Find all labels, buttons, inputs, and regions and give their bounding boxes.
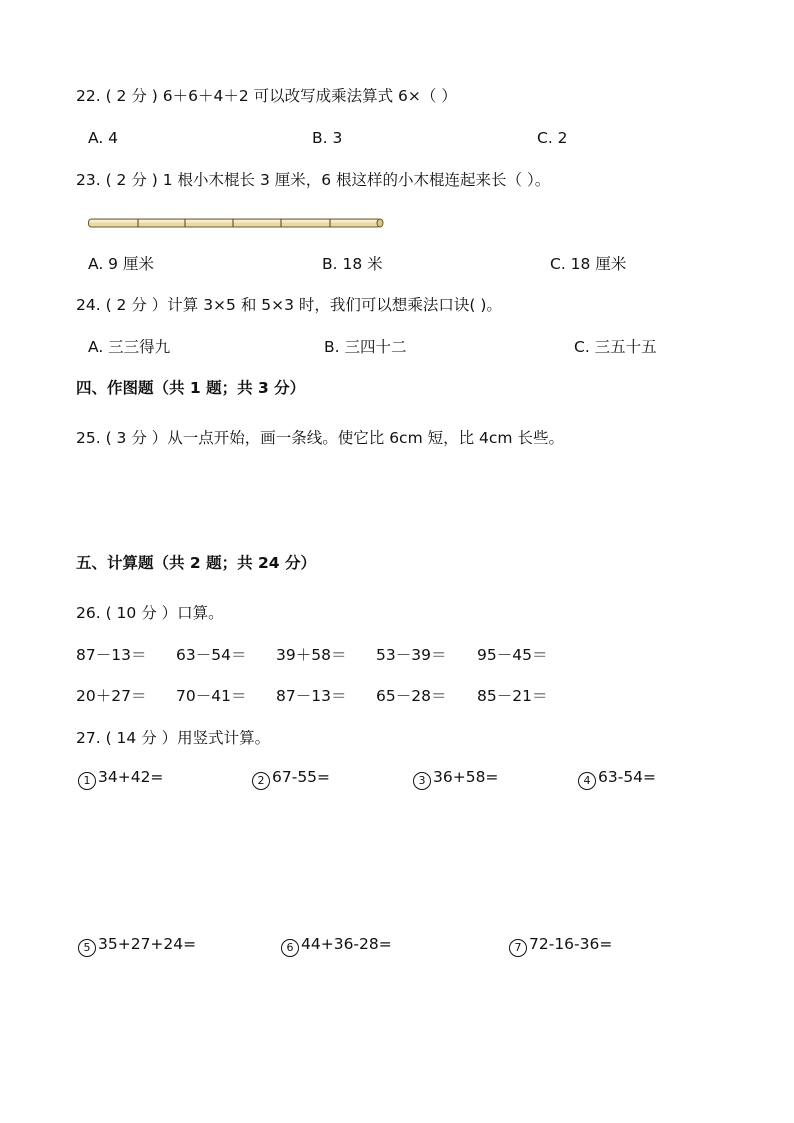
- q26-row2-item: 65－28＝: [376, 687, 447, 705]
- circled-number: 5: [78, 939, 96, 957]
- q24-stem: 24. ( 2 分 ）计算 3×5 和 5×3 时，我们可以想乘法口诀( )。: [76, 296, 502, 314]
- circled-number: 6: [281, 939, 299, 957]
- q23-option-c[interactable]: C. 18 厘米: [550, 255, 627, 273]
- q27-expr: 72-16-36=: [529, 935, 613, 953]
- q23-option-a[interactable]: A. 9 厘米: [88, 255, 154, 273]
- q22-option-a[interactable]: A. 4: [88, 129, 119, 147]
- bamboo-stick-icon: [88, 218, 384, 228]
- q27-expr: 36+58=: [433, 768, 499, 786]
- q27-item: [281, 934, 392, 957]
- q24-option-a[interactable]: A. 三三得九: [88, 338, 171, 356]
- q26-row1-item: 95－45＝: [477, 646, 548, 664]
- q27-item: [578, 767, 656, 790]
- q26-stem: 26. ( 10 分 ）口算。: [76, 604, 224, 622]
- q26-row1-item: 53－39＝: [376, 646, 447, 664]
- section-5-heading: 五、计算题（共 2 题；共 24 分）: [76, 554, 316, 572]
- q27-item: [509, 934, 612, 957]
- q23-option-b[interactable]: B. 18 米: [322, 255, 383, 273]
- circled-number: 4: [578, 772, 596, 790]
- circled-number: 3: [413, 772, 431, 790]
- q27-expr: 67-55=: [272, 768, 331, 786]
- q27-expr: 34+42=: [98, 768, 164, 786]
- circled-number: 7: [509, 939, 527, 957]
- q22-stem: 22. ( 2 分 ) 6＋6＋4＋2 可以改写成乘法算式 6×（ ）: [76, 87, 457, 105]
- q22-option-b[interactable]: B. 3: [312, 129, 343, 147]
- q26-row1-item: 63－54＝: [176, 646, 247, 664]
- q26-row1-item: 39＋58＝: [276, 646, 347, 664]
- q27-expr: 35+27+24=: [98, 935, 197, 953]
- q27-item: [413, 767, 498, 790]
- q26-row2-item: 70－41＝: [176, 687, 247, 705]
- q25-stem: 25. ( 3 分 ）从一点开始，画一条线。使它比 6cm 短，比 4cm 长些。: [76, 429, 564, 447]
- q26-row1-item: 87－13＝: [76, 646, 147, 664]
- q27-item: [78, 934, 196, 957]
- q27-item: [78, 767, 163, 790]
- q22-option-c[interactable]: C. 2: [537, 129, 568, 147]
- q27-stem: 27. ( 14 分 ）用竖式计算。: [76, 729, 271, 747]
- q24-option-c[interactable]: C. 三五十五: [574, 338, 657, 356]
- q27-expr: 44+36-28=: [301, 935, 392, 953]
- circled-number: 1: [78, 772, 96, 790]
- circled-number: 2: [252, 772, 270, 790]
- section-4-heading: 四、作图题（共 1 题；共 3 分）: [76, 379, 306, 397]
- q26-row2-item: 20＋27＝: [76, 687, 147, 705]
- q24-option-b[interactable]: B. 三四十二: [324, 338, 407, 356]
- q27-expr: 63-54=: [598, 768, 657, 786]
- q23-stem: 23. ( 2 分 ) 1 根小木棍长 3 厘米，6 根这样的小木棍连起来长（ ）。: [76, 171, 551, 189]
- q26-row2-item: 85－21＝: [477, 687, 548, 705]
- q27-item: [252, 767, 330, 790]
- q26-row2-item: 87－13＝: [276, 687, 347, 705]
